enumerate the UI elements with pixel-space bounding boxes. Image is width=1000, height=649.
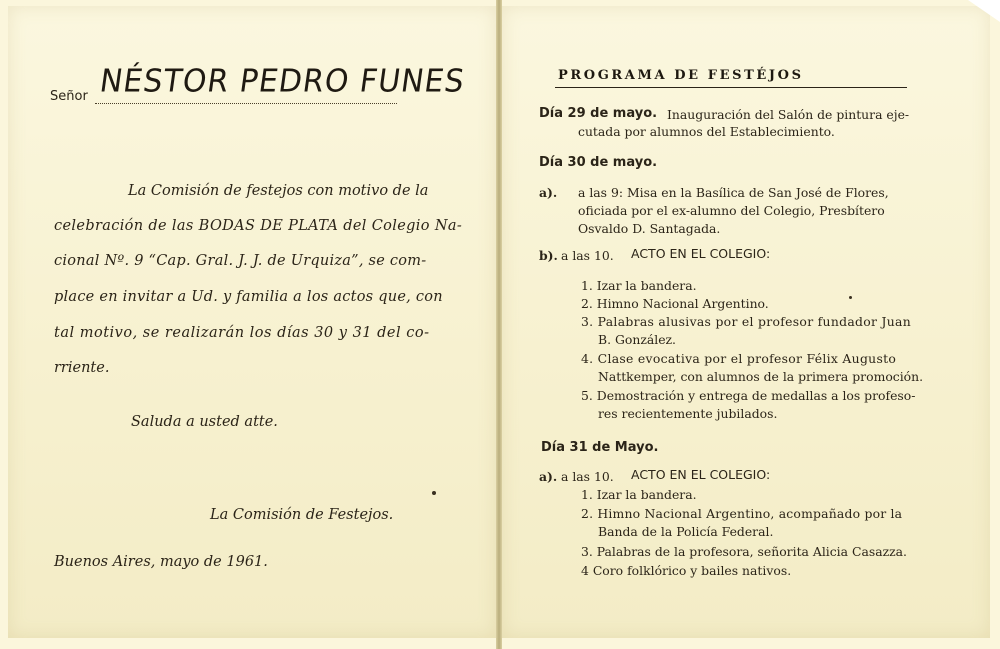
day31-a-act: ACTO EN EL COLEGIO: (631, 467, 771, 482)
day30-a-line3: Osvaldo D. Santagada. (578, 221, 721, 236)
day30-item-4-cont: Nattkemper, con alumnos de la primera promoción. (598, 369, 924, 384)
day30-a-marker: a). (539, 185, 558, 200)
day31-a-marker: a). (539, 469, 558, 484)
day31-item-2: 2. Himno Nacional Argentino, acompañado por la (581, 506, 903, 521)
body-line-5: tal motivo, se realizarán los días 30 y 31 del co- (54, 325, 430, 341)
day30-item-5: 5. Demostración y entrega de medallas a los profeso- (581, 388, 916, 403)
ink-speck (432, 491, 436, 495)
day30-item-3-cont: B. González. (598, 332, 676, 347)
day30-b-act: ACTO EN EL COLEGIO: (631, 246, 771, 261)
program-title-underline (555, 87, 907, 88)
body-line-1: La Comisión de festejos con motivo de la (128, 183, 429, 199)
day31-item-2-cont: Banda de la Policía Federal. (598, 524, 774, 539)
day30-b-marker: b). (539, 248, 558, 263)
day31-a-time: a las 10. (561, 469, 614, 484)
place-date-text: Buenos Aires, mayo de 1961. (54, 554, 268, 570)
day30-a-line2: oficiada por el ex-alumno del Colegio, Presbítero (578, 203, 885, 218)
body-line-6: rriente. (54, 360, 110, 376)
day30-item-3: 3. Palabras alusivas por el profesor fundador Juan (581, 314, 911, 329)
day30-item-1: 1. Izar la bandera. (581, 278, 697, 293)
program-title: PROGRAMA DE FESTÉJOS (558, 68, 804, 83)
day29-text-line1: Inauguración del Salón de pintura eje- (667, 107, 910, 122)
day30-item-2: 2. Himno Nacional Argentino. (581, 296, 769, 311)
day29-text-line2: cutada por alumnos del Establecimiento. (578, 124, 835, 139)
body-line-2: celebración de las BODAS DE PLATA del Colegio Na- (54, 218, 463, 234)
ink-speck (849, 296, 852, 299)
day31-item-3: 3. Palabras de la profesora, señorita Alicia Casazza. (581, 544, 907, 559)
salutation-label: Señor (50, 89, 88, 104)
day30-item-5-cont: res recientemente jubilados. (598, 406, 778, 421)
day30-heading: Día 30 de mayo. (539, 155, 658, 170)
handwritten-recipient-name: NÉSTOR PEDRO FUNES (97, 63, 468, 100)
day31-heading: Día 31 de Mayo. (541, 440, 659, 455)
body-line-3: cional Nº. 9 “Cap. Gral. J. J. de Urquiza”, se com- (54, 253, 427, 269)
body-line-4: place en invitar a Ud. y familia a los actos que, con (54, 289, 443, 305)
day30-item-4: 4. Clase evocativa por el profesor Félix Augusto (581, 351, 897, 366)
name-dotted-line (95, 103, 397, 104)
closing-text: Saluda a usted atte. (131, 414, 278, 430)
day29-heading: Día 29 de mayo. (539, 106, 658, 121)
card-fold (496, 0, 502, 649)
signature-text: La Comisión de Festejos. (210, 507, 394, 523)
day31-item-4: 4 Coro folklórico y bailes nativos. (581, 563, 792, 578)
day30-b-time: a las 10. (561, 248, 614, 263)
day30-a-line1: a las 9: Misa en la Basílica de San José de Flores, (578, 185, 889, 200)
day31-item-1: 1. Izar la bandera. (581, 487, 697, 502)
